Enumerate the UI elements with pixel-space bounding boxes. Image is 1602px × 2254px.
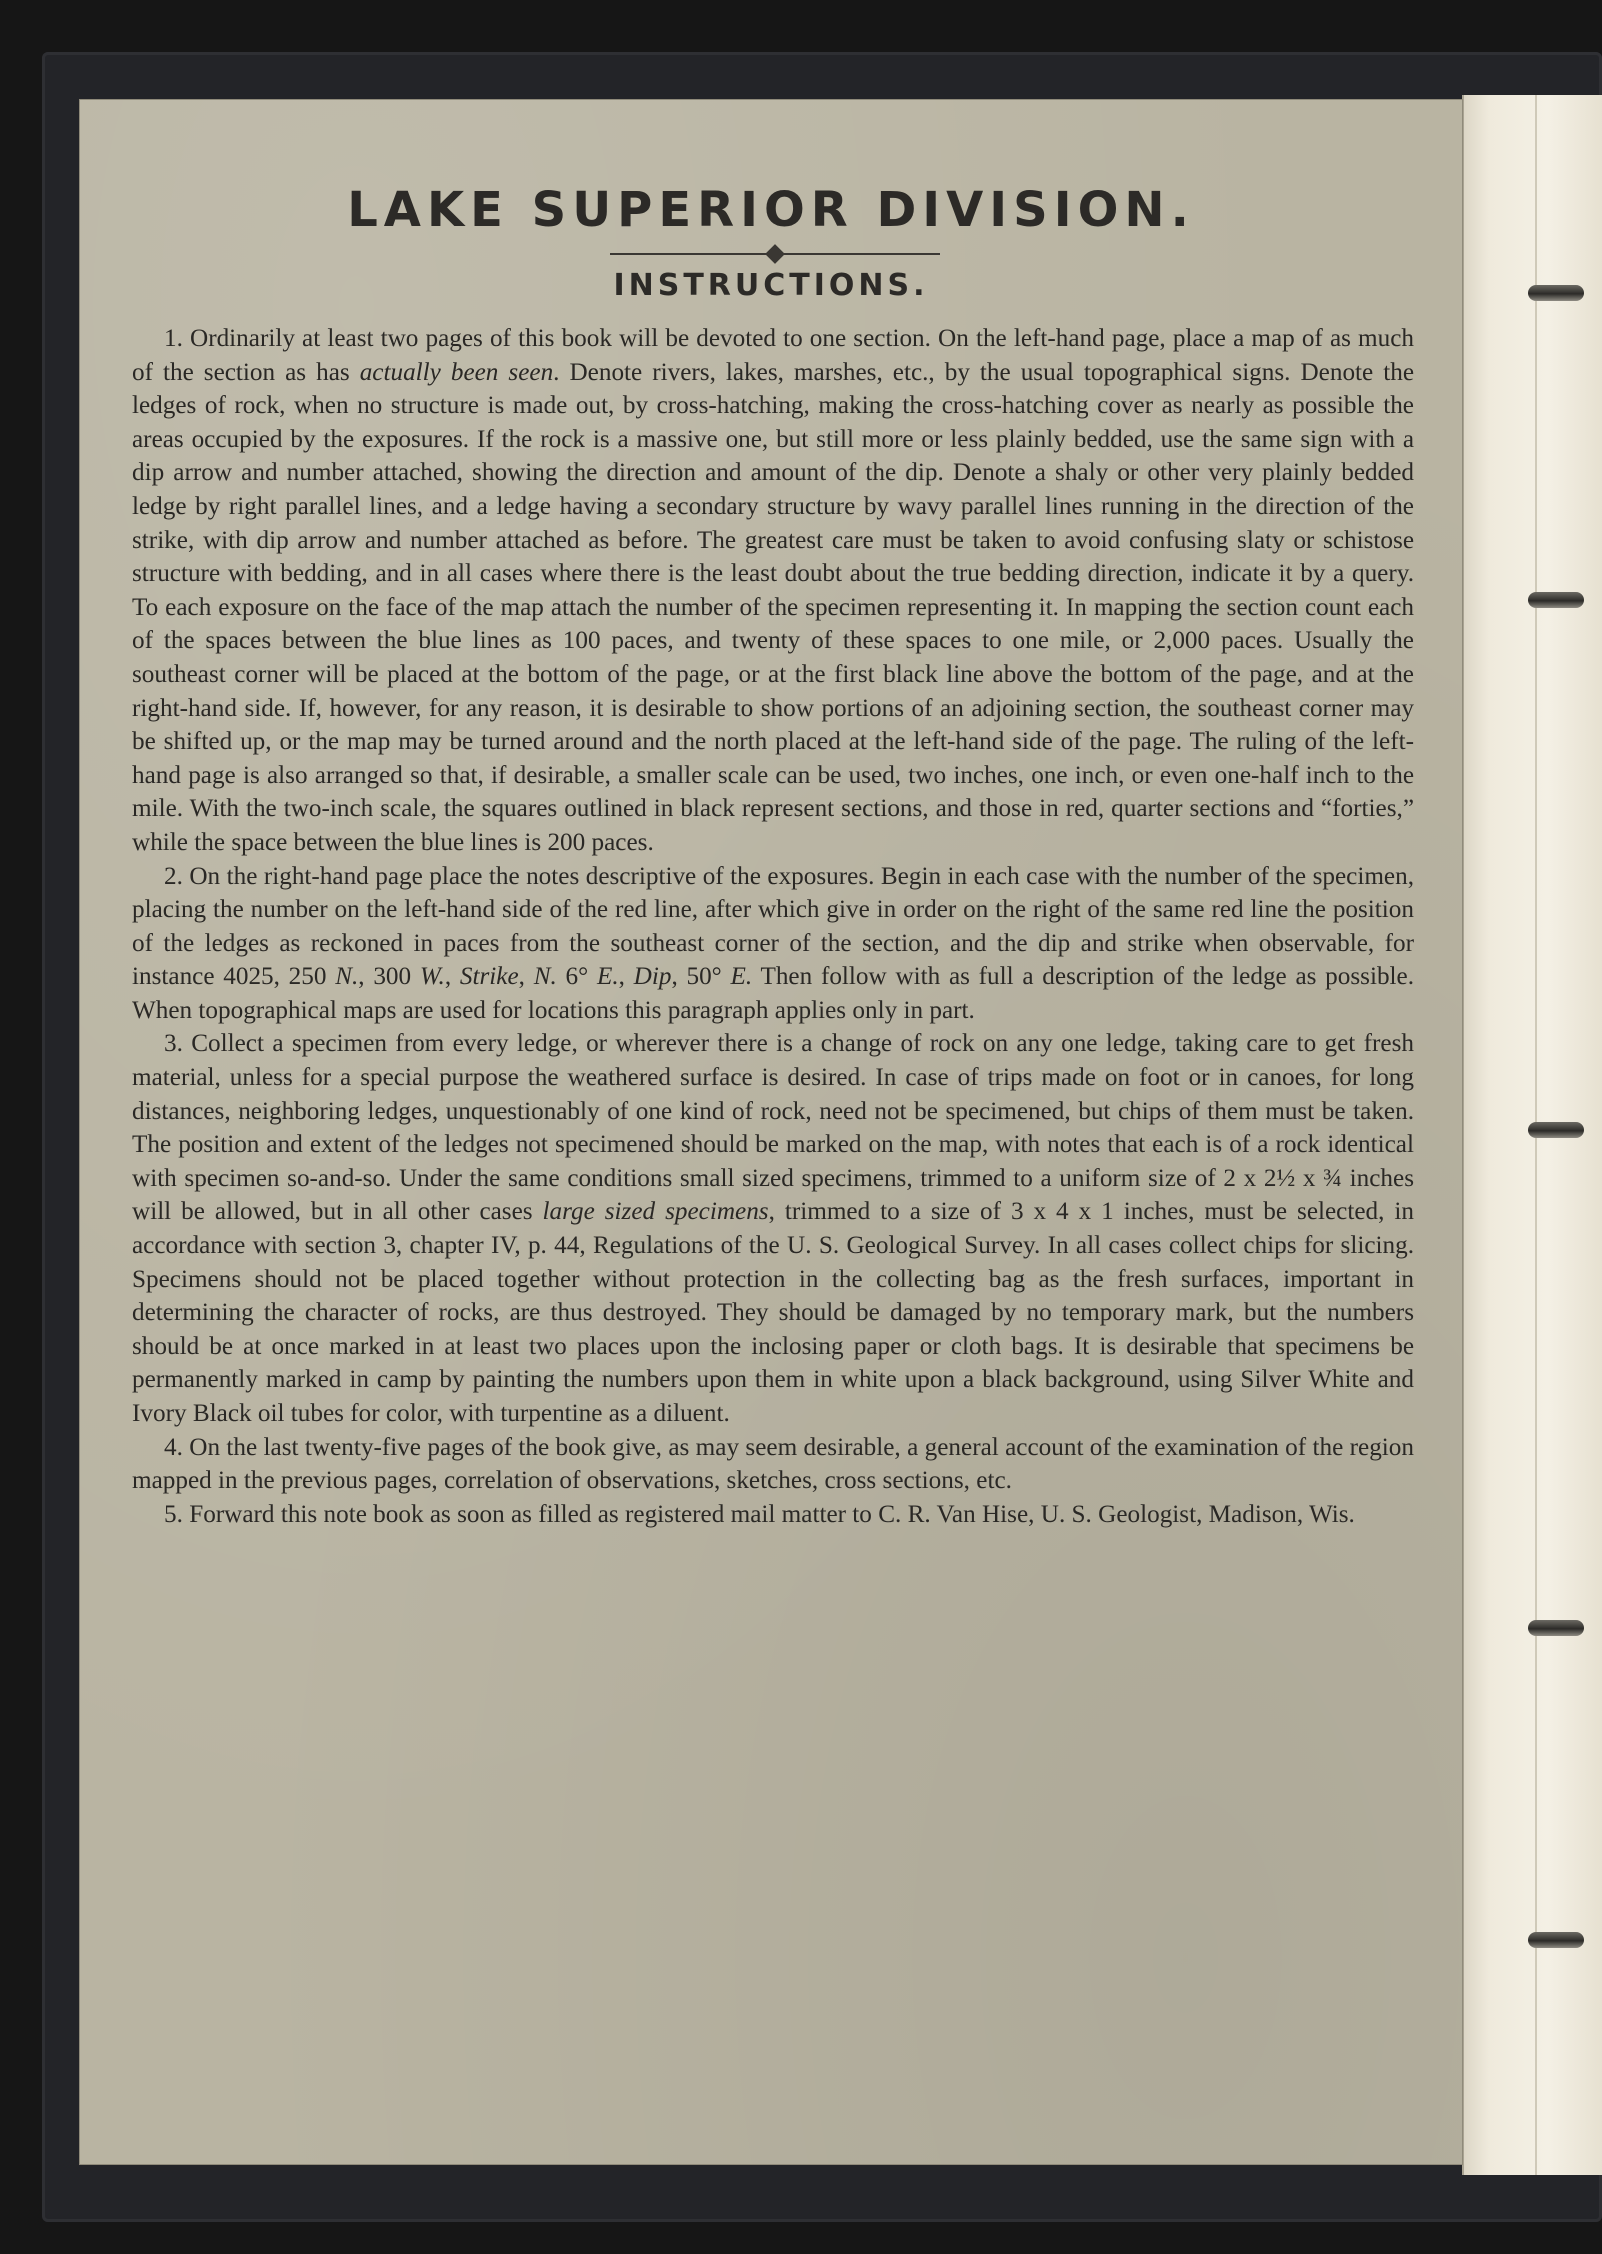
italic-text: N. xyxy=(533,963,557,991)
paragraph-text: , 50° xyxy=(671,963,731,991)
paragraph-text: 1. Ordinarily at least two pages of this book will be devoted to one section. On the left-hand page, place a map of as much of the section as has xyxy=(132,325,1414,386)
italic-text: actually been seen xyxy=(359,358,554,386)
paragraph-text: 3. Collect a specimen from every ledge, or wherever there is a change of rock on any one ledge, taking care to get fresh material, unless for a special purpose the weathered surface is desired. In case of trips made on foot or in canoes, for long distances, neighboring ledges, unquestionably of one kind of rock, need not be specimened, but chips of them must be taken. The position and extent of the ledges not specimened should be marked on the map, with notes that each is of a rock identical with specimen so-and-so. Under the same conditions small sized specimens, trimmed to a uniform size of 2 x 2½ x ¾ inches will be allowed, but in all other cases xyxy=(132,1030,1414,1226)
instruction-paragraph-3 xyxy=(132,1027,1414,1430)
binding-stitch xyxy=(1528,1932,1584,1948)
paragraph-text: , xyxy=(444,963,460,991)
binding-stitch xyxy=(1528,592,1584,608)
paragraph-text: . Denote rivers, lakes, marshes, etc., by the usual topographical signs. Denote the ledges of rock, when no structure is made out, by cross-hatching, making the cross-hatching cover as nearly as possible the areas occupied by the exposures. If the rock is a massive one, but still more or less plainly bedded, use the same sign with a dip arrow and number attached, showing the direction and amount of the dip. Denote a shaly or other very plainly bedded ledge by right parallel lines, and a ledge having a secondary structure by wavy parallel lines running in the direction of the strike, with dip arrow and number attached as before. The greatest care must be taken to avoid confusing slaty or schistose structure with bedding, and in all cases where there is the least doubt about the true bedding direction, indicate it by a query. To each exposure on the face of the map attach the number of the specimen representing it. In mapping the section count each of the spaces between the blue lines as 100 paces, and twenty of these spaces to one mile, or 2,000 paces. Usually the southeast corner will be placed at the bottom of the page, or at the first black line above the bottom of the page, and at the right-hand side. If, however, for any reason, it is desirable to show portions of an adjoining section, the southeast corner may be shifted up, or the map may be turned around and the north placed at the left-hand side of the page. The ruling of the left-hand page is also arranged so that, if desirable, a smaller scale can be used, two inches, one inch, or even one-half inch to the mile. With the two-inch scale, the squares outlined in black represent sections, and those in red, quarter sections and “forties,” while the space between the blue lines is 200 paces. xyxy=(132,358,1414,856)
binding-stitch xyxy=(1528,1122,1584,1138)
paragraph-text: 5. Forward this note book as soon as filled as registered mail matter to C. R. Van Hise, U. S. Geologist, Madison, Wis. xyxy=(164,1500,1355,1528)
instruction-paragraph-2 xyxy=(132,860,1414,1028)
paragraph-text: , xyxy=(518,963,534,991)
paragraph-text: 6° xyxy=(556,963,597,991)
binding-stitch xyxy=(1528,285,1584,301)
paragraph-text: , 300 xyxy=(358,963,420,991)
binding-stitch xyxy=(1528,1620,1584,1636)
title-rule-right xyxy=(780,253,940,255)
section-heading: INSTRUCTIONS. xyxy=(613,268,929,303)
page-title: LAKE SUPERIOR DIVISION. xyxy=(347,182,1195,238)
instruction-paragraph-1 xyxy=(132,322,1414,860)
paragraph-text: 2. On the right-hand page place the notes descriptive of the exposures. Begin in each case with the number of the specimen, placing the number on the left-hand side of the red line, after which give in order on the right of the same red line the position of the ledges as reckoned in paces from the southeast corner of the section, and the dip and strike when observable, for instance 4025, 250 xyxy=(132,862,1414,991)
italic-text: N. xyxy=(335,963,359,991)
italic-text: Strike xyxy=(459,963,519,991)
instruction-paragraph-4 xyxy=(132,1431,1414,1498)
italic-text: E. xyxy=(596,963,619,991)
paragraph-text: 4. On the last twenty-five pages of the book give, as may seem desirable, a general account of the examination of the region mapped in the previous pages, correlation of observations, sketches, cross sections, etc. xyxy=(132,1433,1414,1495)
italic-text: E. xyxy=(730,963,753,991)
paragraph-text: , trimmed to a size of 3 x 4 x 1 inches, must be selected, in accordance with section 3, chapter IV, p. 44, Regulations of the U. S. Geological Survey. In all cases collect chips for slicing. Specimens should not be placed together without protection in the collecting bag as the fresh surfaces, important in determining the character of rocks, are thus destroyed. They should be damaged by no temporary mark, but the numbers should be at once marked in at least two places upon the inclosing paper or cloth bags. It is desirable that specimens be permanently marked in camp by painting the numbers upon them in white upon a black background, using Silver White and Ivory Black oil tubes for color, with turpentine as a diluent. xyxy=(132,1198,1414,1427)
paragraph-text: , xyxy=(618,963,634,991)
instruction-page xyxy=(80,100,1462,2164)
instruction-paragraph-5 xyxy=(132,1498,1414,1532)
italic-text: large sized specimens xyxy=(542,1198,769,1226)
italic-text: Dip xyxy=(633,963,672,991)
italic-text: W. xyxy=(419,963,445,991)
instructions-body xyxy=(132,322,1414,1531)
title-rule-left xyxy=(610,253,770,255)
paragraph-text: Then follow with as full a description of the ledge as possible. When topographical maps are used for locations this paragraph applies only in part. xyxy=(132,963,1415,1024)
